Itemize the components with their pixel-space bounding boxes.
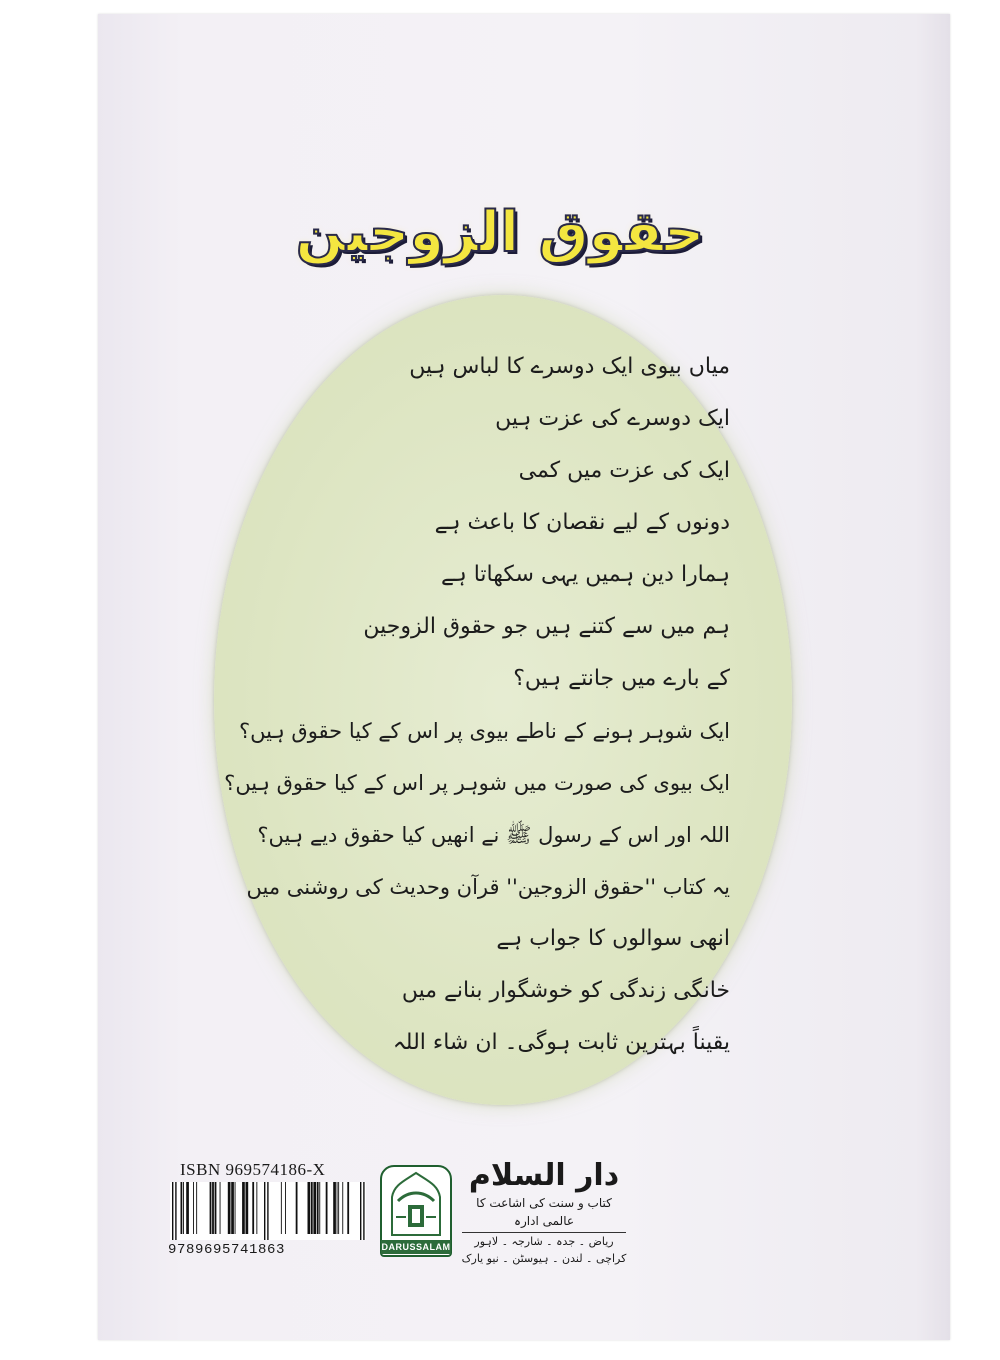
barcode-bar: [333, 1182, 336, 1234]
barcode-bar: [317, 1182, 319, 1234]
publisher-tagline: کتاب و سنت کی اشاعت کا عالمی ادارہ: [462, 1194, 626, 1233]
blurb-line: ایک شوہر ہونے کے ناطے بیوی پر اس کے کیا حقوق ہیں؟: [238, 719, 730, 743]
darussalam-wordmark: DARUSSALAM: [381, 1242, 451, 1252]
blurb-line: ایک بیوی کی صورت میں شوہر پر اس کے کیا حقوق ہیں؟: [224, 771, 730, 795]
barcode-guard-bar: [363, 1182, 364, 1240]
barcode-guard-bar: [175, 1182, 176, 1240]
barcode: [170, 1182, 366, 1240]
barcode-bar: [193, 1182, 194, 1234]
barcode-bar: [313, 1182, 316, 1234]
blurb-line: انھی سوالوں کا جواب ہے: [496, 926, 730, 951]
barcode-bar: [256, 1182, 257, 1234]
blurb-line: یہ کتاب ''حقوق الزوجین'' قرآن وحدیث کی روشنی میں: [246, 875, 730, 899]
barcode-bar: [235, 1182, 236, 1234]
barcode-bar: [215, 1182, 217, 1234]
barcode-bar: [220, 1182, 221, 1234]
barcode-bar: [347, 1182, 349, 1234]
blurb-line: میاں بیوی ایک دوسرے کا لباس ہیں: [409, 354, 730, 379]
barcode-bars: [170, 1182, 366, 1240]
barcode-bar: [210, 1182, 212, 1234]
barcode-bar: [231, 1182, 234, 1234]
barcode-bar: [342, 1182, 343, 1234]
blurb-line: ہم میں سے کتنے ہیں جو حقوق الزوجین: [363, 614, 730, 639]
barcode-bar: [326, 1182, 328, 1234]
barcode-guard-bar: [264, 1182, 265, 1240]
barcode-bar: [308, 1182, 311, 1234]
barcode-guard-bar: [172, 1182, 173, 1240]
barcode-bar: [242, 1182, 245, 1234]
barcode-bar: [296, 1182, 298, 1234]
publisher-cities-line: کراچی ۔ لندن ۔ ہیوسٹن ۔ نیو یارک: [461, 1252, 627, 1265]
blurb-line: ایک کی عزت میں کمی: [518, 458, 730, 483]
isbn-label: ISBN 969574186-X: [180, 1160, 326, 1179]
barcode-bar: [319, 1182, 320, 1234]
publisher-block: [456, 1158, 632, 1267]
publisher-cities-line: ریاض ۔ جدہ ۔ شارجہ ۔ لاہور: [474, 1235, 614, 1248]
barcode-bar: [311, 1182, 313, 1234]
blurb-line: ایک دوسرے کی عزت ہیں: [495, 406, 730, 431]
barcode-bar: [246, 1182, 249, 1234]
blurb-line: ہمارا دین ہمیں یہی سکھاتا ہے: [440, 562, 730, 587]
barcode-guard-bar: [267, 1182, 268, 1240]
barcode-bar: [285, 1182, 286, 1234]
barcode-bar: [212, 1182, 214, 1234]
barcode-bar: [281, 1182, 282, 1234]
barcode-bar: [183, 1182, 184, 1234]
darussalam-emblem-icon: [386, 1171, 446, 1237]
publisher-name: دار السلام: [468, 1158, 620, 1193]
barcode-number: 9789695741863: [168, 1242, 286, 1258]
blurb-line: کے بارے میں جانتے ہیں؟: [513, 666, 730, 691]
blurb-line: خانگی زندگی کو خوشگوار بنانے میں: [401, 978, 730, 1003]
blurb-line: اللہ اور اس کے رسول ﷺ نے انھیں کیا حقوق دیے ہیں؟: [257, 823, 730, 847]
barcode-bar: [186, 1182, 189, 1234]
blurb-line: دونوں کے لیے نقصان کا باعث ہے: [434, 510, 730, 535]
barcode-guard-bar: [360, 1182, 361, 1240]
barcode-bar: [337, 1182, 338, 1234]
barcode-bar: [252, 1182, 254, 1234]
barcode-bar: [228, 1182, 231, 1234]
blurb-line: یقیناً بہترین ثابت ہوگی۔ ان شاء اللہ: [392, 1030, 730, 1055]
barcode-bar: [181, 1182, 183, 1234]
barcode-bar: [338, 1182, 339, 1234]
barcode-bar: [196, 1182, 197, 1234]
book-title: حقوق الزوجین: [295, 200, 705, 265]
